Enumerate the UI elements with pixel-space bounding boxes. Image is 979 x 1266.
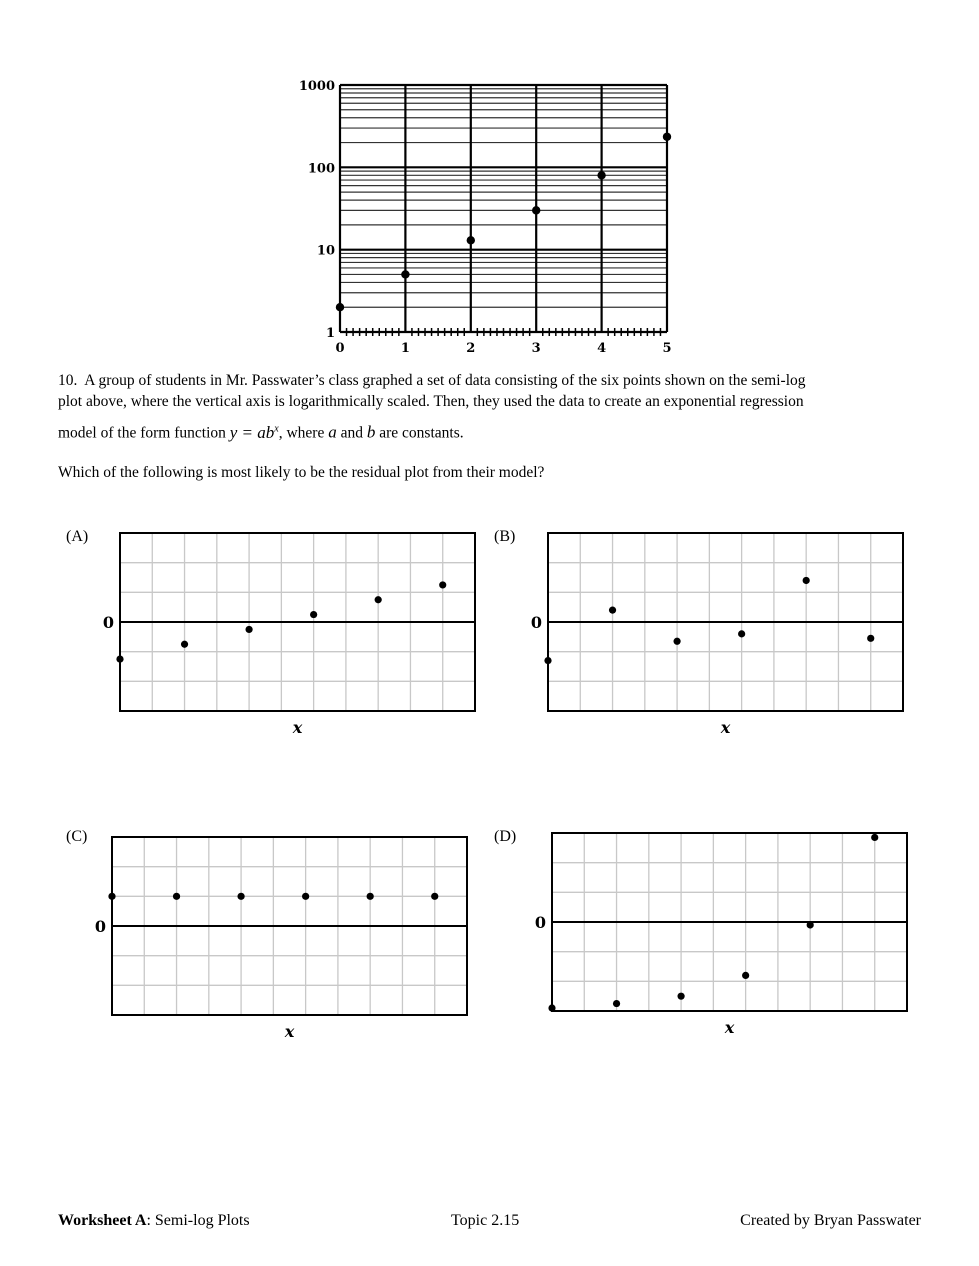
- x-tick-label: 2: [466, 341, 476, 356]
- x-tick-label: 0: [335, 341, 345, 356]
- residual-point: [609, 607, 616, 614]
- residual-point: [116, 655, 123, 662]
- residual-point: [108, 893, 115, 900]
- residual-point: [310, 611, 317, 618]
- data-point: [401, 270, 409, 278]
- semi-log-chart: [290, 70, 690, 360]
- residual-point: [181, 641, 188, 648]
- x-tick-label: 4: [597, 341, 607, 356]
- option-a-label[interactable]: (A): [66, 528, 89, 545]
- residual-point: [738, 630, 745, 637]
- residual-plot-b[interactable]: [523, 525, 913, 740]
- residual-point: [548, 1004, 555, 1011]
- data-point: [532, 206, 540, 214]
- residual-point: [871, 834, 878, 841]
- zero-label: 0: [534, 913, 546, 932]
- x-axis-label: x: [284, 1022, 295, 1041]
- residual-plot-d[interactable]: [527, 825, 917, 1040]
- residual-point: [237, 893, 244, 900]
- question-number: 10.: [58, 372, 78, 389]
- residual-point: [367, 893, 374, 900]
- data-point: [336, 303, 344, 311]
- y-tick-label: 1000: [298, 79, 335, 94]
- residual-point: [742, 972, 749, 979]
- formula: $y = ab^x$: [229, 422, 279, 442]
- x-tick-label: 5: [662, 341, 672, 356]
- residual-point: [544, 657, 551, 664]
- option-b-label[interactable]: (B): [494, 528, 516, 545]
- x-axis-label: x: [292, 718, 303, 737]
- residual-point: [302, 893, 309, 900]
- residual-point: [245, 626, 252, 633]
- x-tick-label: 3: [531, 341, 541, 356]
- residual-point: [613, 1000, 620, 1007]
- residual-point: [375, 596, 382, 603]
- residual-point: [173, 893, 180, 900]
- option-d-label[interactable]: (D): [494, 828, 517, 845]
- residual-plot-c[interactable]: [87, 829, 477, 1044]
- question-line-2: plot above, where the vertical axis is logarithmically scaled. Then, they used the data to create an exponential regression: [58, 393, 804, 410]
- option-c-label[interactable]: (C): [66, 828, 88, 845]
- var-a: a: [328, 422, 337, 442]
- data-point: [467, 236, 475, 244]
- question-line-1: 10. A group of students in Mr. Passwater’s class graphed a set of data consisting of the six points shown on the semi-log: [58, 372, 806, 389]
- residual-point: [867, 635, 874, 642]
- y-tick-label: 10: [316, 243, 335, 259]
- residual-point: [431, 893, 438, 900]
- footer-right: Created by Bryan Passwater: [740, 1212, 921, 1229]
- data-point: [597, 171, 605, 179]
- residual-point: [673, 638, 680, 645]
- residual-point: [439, 581, 446, 588]
- zero-label: 0: [94, 917, 106, 936]
- question-text: [58, 370, 918, 483]
- data-point: [663, 133, 671, 141]
- var-b: b: [366, 422, 376, 442]
- question-prompt: Which of the following is most likely to be the residual plot from their model?: [58, 463, 545, 481]
- question-line-3: model of the form function $y = ab^x$, where a and b are constants.: [58, 422, 464, 442]
- residual-point: [807, 921, 814, 928]
- x-axis-label: x: [720, 718, 731, 737]
- x-tick-label: 1: [400, 341, 410, 356]
- residual-point: [803, 577, 810, 584]
- zero-label: 0: [102, 613, 114, 632]
- residual-plot-a[interactable]: [95, 525, 485, 740]
- footer-center: Topic 2.15: [451, 1212, 520, 1229]
- residual-point: [677, 993, 684, 1000]
- y-tick-label: 100: [307, 161, 335, 177]
- footer-left: Worksheet A: Semi-log Plots: [58, 1212, 250, 1229]
- y-tick-label: 1: [325, 326, 335, 341]
- zero-label: 0: [530, 613, 542, 632]
- x-axis-label: x: [724, 1018, 735, 1037]
